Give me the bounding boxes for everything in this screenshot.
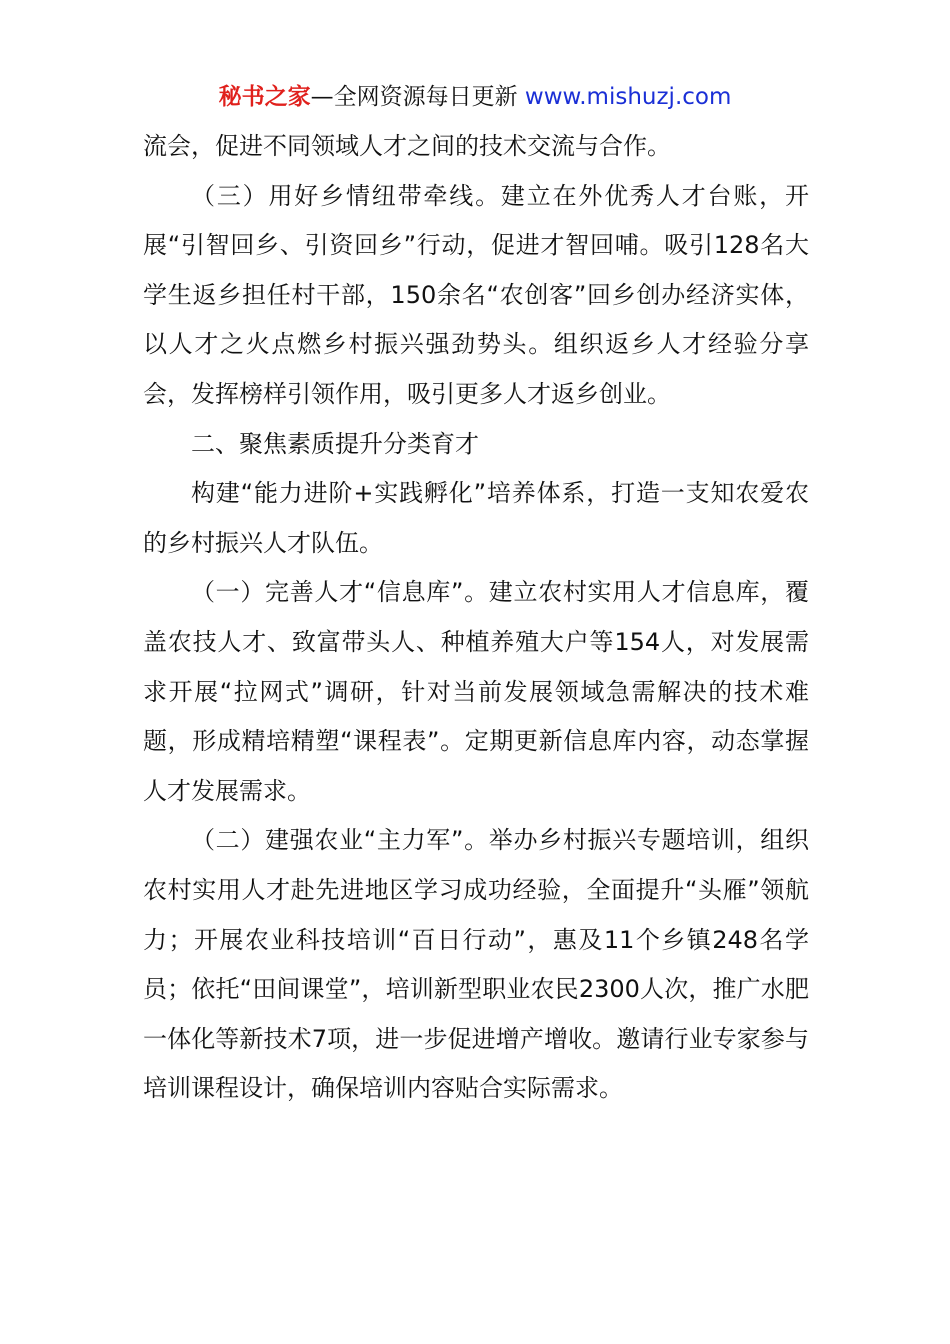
- paragraph-section-3: （三）用好乡情纽带牵线。建立在外优秀人才台账，开展“引智回乡、引资回乡”行动，促进才智回哺。吸引128名大学生返乡担任村干部，150余名“农创客”回乡创办经济实体，以人才之火点燃乡村振兴强劲势头。组织返乡人才经验分享会，发挥榜样引领作用，吸引更多人才返乡创业。: [143, 181, 809, 408]
- header-tagline: —全网资源每日更新: [310, 84, 518, 110]
- section-heading-2: 二、聚焦素质提升分类育才: [191, 429, 479, 458]
- paragraph-intro: 构建“能力进阶+实践孵化”培养体系，打造一支知农爱农的乡村振兴人才队伍。: [143, 479, 809, 557]
- document-body: [143, 122, 809, 1114]
- page-header: [0, 82, 950, 112]
- paragraph-section-1: （一）完善人才“信息库”。建立农村实用人才信息库，覆盖农技人才、致富带头人、种植养殖大户等154人，对发展需求开展“拉网式”调研，针对当前发展领域急需解决的技术难题，形成精培精塑“课程表”。定期更新信息库内容，动态掌握人才发展需求。: [143, 578, 809, 805]
- header-site-link[interactable]: www.mishuzj.com: [524, 84, 732, 110]
- paragraph-section-2: （二）建强农业“主力军”。举办乡村振兴专题培训，组织农村实用人才赴先进地区学习成功经验，全面提升“头雁”领航力；开展农业科技培训“百日行动”，惠及11个乡镇248名学员；依托“田间课堂”，培训新型职业农民2300人次，推广水肥一体化等新技术7项，进一步促进增产增收。邀请行业专家参与培训课程设计，确保培训内容贴合实际需求。: [143, 826, 809, 1103]
- header-brand: 秘书之家: [218, 84, 311, 110]
- paragraph-continuation: 流会，促进不同领域人才之间的技术交流与合作。: [143, 132, 671, 160]
